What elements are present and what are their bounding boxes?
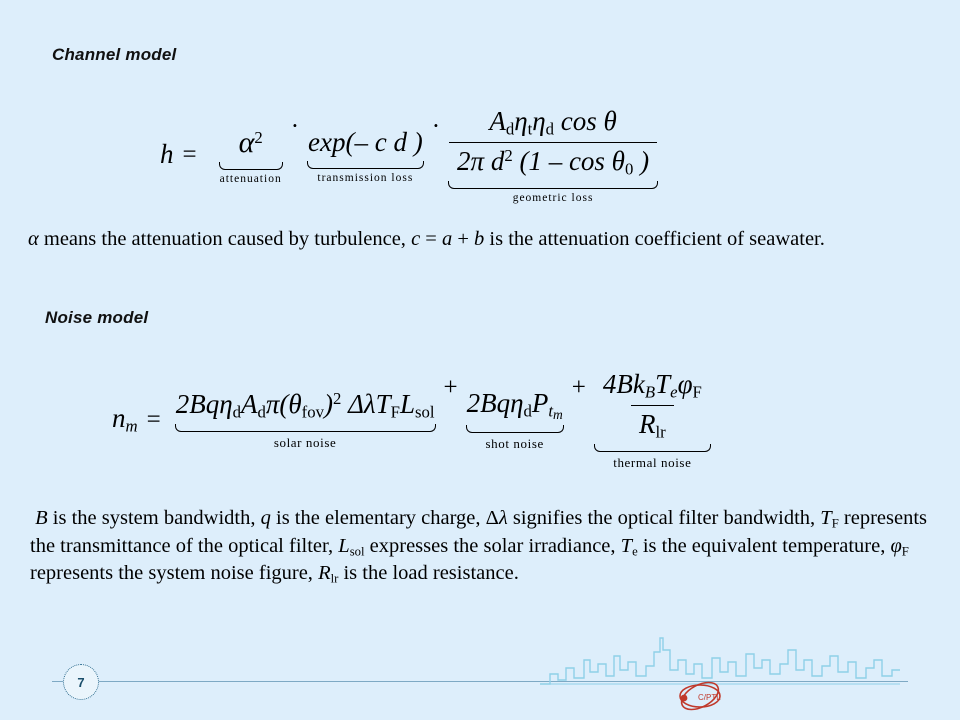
shot-noise-underbrace xyxy=(466,425,564,433)
channel-model-paragraph: α means the attenuation caused by turbulence, c = a + b is the attenuation coefficient of seawater. xyxy=(28,228,825,250)
thermal-noise-denominator: $R_{lr}$ xyxy=(631,405,674,444)
equation-lhs-h: h xyxy=(160,139,174,170)
multiplication-dot-1: · xyxy=(290,113,300,140)
thermal-noise-fraction xyxy=(595,368,710,443)
equals-sign-1: = xyxy=(182,140,197,168)
plus-sign-2: + xyxy=(571,374,586,401)
geometric-underbrace xyxy=(448,181,658,189)
equals-sign-2: = xyxy=(146,405,161,433)
shot-noise-term: $2Bq\eta_dPt_m$ xyxy=(466,388,563,423)
attenuation-label: attenuation xyxy=(219,173,282,186)
geometric-loss-denominator: 2π $d^2$ ($1 - \cos \theta_0$ ) xyxy=(449,142,657,181)
noise-model-paragraph: B is the system bandwidth, q is the elementary charge, Δλ signifies the optical filter bandwidth, $T_F$ represents the transmittance of the optical filter, $L_{sol}$ expresses the solar irradiance, $T_e$ is the equivalent temperature, $\varphi_F$ represents the system noise figure, $R_{lr}$ is the load resistance. xyxy=(30,507,928,586)
shot-noise-group xyxy=(467,387,563,452)
attenuation-term: $\alpha^2$ xyxy=(238,125,263,159)
transmission-underbrace xyxy=(307,161,424,169)
transmission-loss-label: transmission loss xyxy=(317,171,414,184)
thermal-noise-underbrace xyxy=(594,444,711,452)
transmission-loss-term: exp(– c d ) xyxy=(308,126,423,157)
channel-model-equation xyxy=(160,105,657,204)
attenuation-underbrace xyxy=(219,162,283,170)
solar-noise-group xyxy=(176,388,435,452)
geometric-loss-fraction xyxy=(449,105,657,180)
channel-model-heading: Channel model xyxy=(52,45,177,64)
solar-noise-label: solar noise xyxy=(273,435,337,451)
attenuation-group xyxy=(220,124,282,186)
logo-text: C/PTL xyxy=(698,693,721,702)
page-number-badge: 7 xyxy=(63,664,99,700)
transmission-loss-group xyxy=(308,126,423,184)
noise-model-heading: Noise model xyxy=(45,308,149,327)
plus-sign-1: + xyxy=(443,374,458,401)
thermal-noise-numerator: 4BkBTeφ$_F$ xyxy=(602,369,702,402)
multiplication-dot-2: · xyxy=(431,113,441,140)
institution-logo xyxy=(672,680,728,716)
noise-model-equation xyxy=(112,368,710,471)
thermal-noise-group xyxy=(595,368,710,471)
shot-noise-label: shot noise xyxy=(485,435,544,451)
equation-lhs-nm: nm xyxy=(112,402,138,436)
geometric-loss-group xyxy=(449,105,657,204)
thermal-noise-label: thermal noise xyxy=(613,455,692,471)
geometric-loss-numerator: $A_d\eta_t\eta_d$ cos θ xyxy=(489,106,617,139)
skyline-decoration xyxy=(540,630,900,686)
geometric-loss-label: geometric loss xyxy=(512,192,594,205)
solar-noise-underbrace xyxy=(175,424,436,432)
solar-noise-term: $2Bq\eta_dA_d\pi(\theta_{fov})^2$ $\Delta\lambda T_FL_{sol}$ xyxy=(175,388,435,422)
